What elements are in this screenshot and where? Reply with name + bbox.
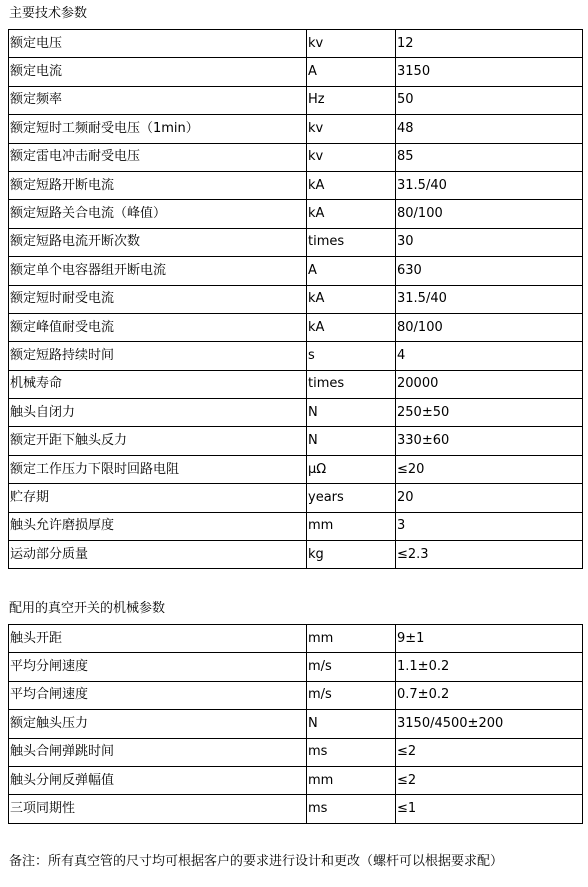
value-cell: 630 <box>396 257 583 285</box>
parameter-name-cell: 额定峰值耐受电流 <box>9 313 307 341</box>
value-cell: 80/100 <box>396 313 583 341</box>
unit-cell: years <box>307 484 396 512</box>
value-cell: 20 <box>396 484 583 512</box>
value-cell: 9±1 <box>396 625 583 653</box>
table-row <box>9 200 583 228</box>
section-title-mechanical-parameters: 配用的真空开关的机械参数 <box>9 601 166 616</box>
parameter-name-cell: 额定短时耐受电流 <box>9 285 307 313</box>
parameter-name-cell: 运动部分质量 <box>9 541 307 569</box>
value-cell: 80/100 <box>396 200 583 228</box>
parameter-name-cell: 额定短路电流开断次数 <box>9 228 307 256</box>
parameter-name-cell: 额定工作压力下限时回路电阻 <box>9 455 307 483</box>
unit-cell: ms <box>307 738 396 766</box>
unit-cell: A <box>307 257 396 285</box>
value-cell: 30 <box>396 228 583 256</box>
value-cell: 330±60 <box>396 427 583 455</box>
mechanical-parameters-table <box>8 624 583 824</box>
unit-cell: mm <box>307 625 396 653</box>
table-row <box>9 484 583 512</box>
unit-cell: ms <box>307 795 396 823</box>
value-cell: ≤2.3 <box>396 541 583 569</box>
unit-cell: s <box>307 342 396 370</box>
parameter-name-cell: 平均分闸速度 <box>9 653 307 681</box>
unit-cell: mm <box>307 512 396 540</box>
parameter-name-cell: 额定雷电冲击耐受电压 <box>9 143 307 171</box>
parameter-name-cell: 触头允许磨损厚度 <box>9 512 307 540</box>
table-row <box>9 455 583 483</box>
unit-cell: kv <box>307 115 396 143</box>
parameter-name-cell: 触头自闭力 <box>9 399 307 427</box>
unit-cell: kA <box>307 200 396 228</box>
table-row <box>9 512 583 540</box>
parameter-name-cell: 额定电压 <box>9 30 307 58</box>
parameter-name-cell: 平均合闸速度 <box>9 681 307 709</box>
value-cell: 3150 <box>396 58 583 86</box>
value-cell: 20000 <box>396 370 583 398</box>
table-row <box>9 766 583 794</box>
unit-cell: kA <box>307 313 396 341</box>
unit-cell: kg <box>307 541 396 569</box>
unit-cell: kA <box>307 285 396 313</box>
table-row <box>9 342 583 370</box>
value-cell: ≤2 <box>396 766 583 794</box>
main-parameters-table <box>8 29 583 569</box>
parameter-name-cell: 机械寿命 <box>9 370 307 398</box>
table-row <box>9 30 583 58</box>
value-cell: 1.1±0.2 <box>396 653 583 681</box>
table-row <box>9 625 583 653</box>
parameter-name-cell: 额定短路持续时间 <box>9 342 307 370</box>
parameter-name-cell: 额定单个电容器组开断电流 <box>9 257 307 285</box>
table-row <box>9 370 583 398</box>
parameter-name-cell: 贮存期 <box>9 484 307 512</box>
value-cell: 12 <box>396 30 583 58</box>
table-row <box>9 86 583 114</box>
parameter-name-cell: 额定短路关合电流（峰值） <box>9 200 307 228</box>
value-cell: 48 <box>396 115 583 143</box>
parameter-name-cell: 触头开距 <box>9 625 307 653</box>
unit-cell: m/s <box>307 653 396 681</box>
value-cell: 31.5/40 <box>396 171 583 199</box>
table-row <box>9 143 583 171</box>
parameter-name-cell: 额定电流 <box>9 58 307 86</box>
table-row <box>9 795 583 823</box>
table-row <box>9 399 583 427</box>
table-row <box>9 313 583 341</box>
parameter-name-cell: 额定短路开断电流 <box>9 171 307 199</box>
table-row <box>9 285 583 313</box>
parameter-name-cell: 触头分闸反弹幅值 <box>9 766 307 794</box>
unit-cell: times <box>307 370 396 398</box>
unit-cell: mm <box>307 766 396 794</box>
value-cell: 85 <box>396 143 583 171</box>
parameter-name-cell: 额定频率 <box>9 86 307 114</box>
parameter-name-cell: 额定触头压力 <box>9 710 307 738</box>
value-cell: 250±50 <box>396 399 583 427</box>
table-row <box>9 710 583 738</box>
unit-cell: Hz <box>307 86 396 114</box>
unit-cell: kv <box>307 30 396 58</box>
value-cell: ≤20 <box>396 455 583 483</box>
table-row <box>9 228 583 256</box>
unit-cell: kv <box>307 143 396 171</box>
table-row <box>9 58 583 86</box>
parameter-name-cell: 额定开距下触头反力 <box>9 427 307 455</box>
value-cell: ≤1 <box>396 795 583 823</box>
value-cell: 4 <box>396 342 583 370</box>
unit-cell: m/s <box>307 681 396 709</box>
value-cell: ≤2 <box>396 738 583 766</box>
unit-cell: A <box>307 58 396 86</box>
value-cell: 31.5/40 <box>396 285 583 313</box>
footnote: 备注：所有真空管的尺寸均可根据客户的要求进行设计和更改（螺杆可以根据要求配） <box>9 854 504 869</box>
unit-cell: μΩ <box>307 455 396 483</box>
value-cell: 3150/4500±200 <box>396 710 583 738</box>
value-cell: 0.7±0.2 <box>396 681 583 709</box>
table-row <box>9 653 583 681</box>
unit-cell: N <box>307 710 396 738</box>
parameter-name-cell: 触头合闸弹跳时间 <box>9 738 307 766</box>
unit-cell: kA <box>307 171 396 199</box>
table-row <box>9 257 583 285</box>
table-row <box>9 681 583 709</box>
parameter-name-cell: 额定短时工频耐受电压（1min） <box>9 115 307 143</box>
table-row <box>9 115 583 143</box>
value-cell: 50 <box>396 86 583 114</box>
table-row <box>9 171 583 199</box>
parameter-name-cell: 三项同期性 <box>9 795 307 823</box>
value-cell: 3 <box>396 512 583 540</box>
section-title-main-parameters: 主要技术参数 <box>9 6 88 21</box>
unit-cell: times <box>307 228 396 256</box>
table-row <box>9 541 583 569</box>
table-row <box>9 738 583 766</box>
table-row <box>9 427 583 455</box>
unit-cell: N <box>307 427 396 455</box>
unit-cell: N <box>307 399 396 427</box>
